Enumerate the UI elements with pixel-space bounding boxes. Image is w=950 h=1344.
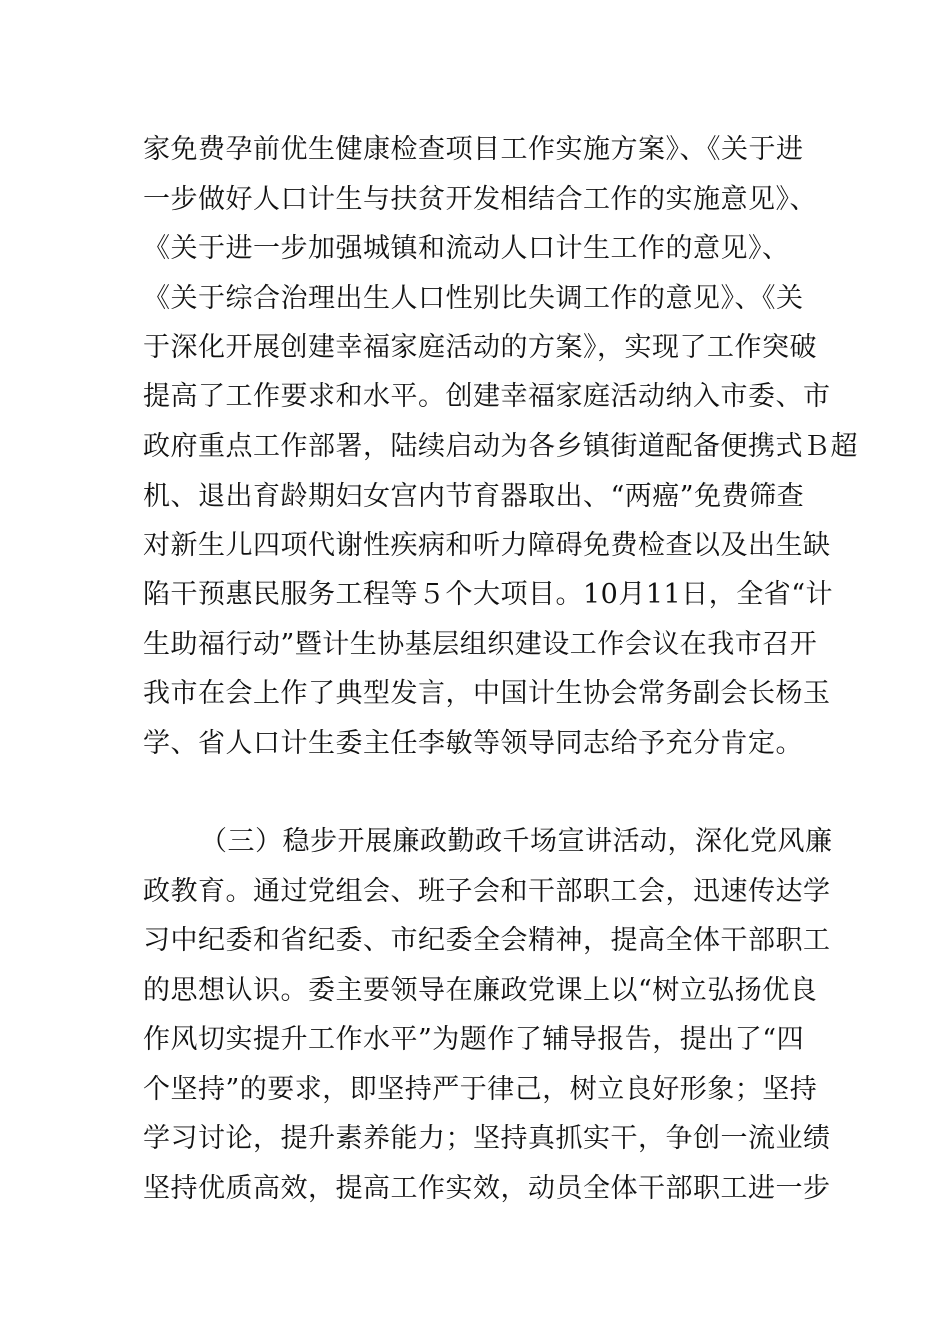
text-line: 家免费孕前优生健康检查项目工作实施方案》、《关于进: [143, 134, 804, 165]
text-line: 学习讨论，提升素养能力；坚持真抓实干，争创一流业绩: [143, 1123, 831, 1154]
text-line: 于深化开展创建幸福家庭活动的方案》，实现了工作突破: [143, 332, 817, 363]
text-line: 习中纪委和省纪委、市纪委全会精神，提高全体干部职工: [143, 925, 831, 956]
text-line: 个坚持”的要求，即坚持严于律己，树立良好形象；坚持: [143, 1074, 818, 1105]
text-line: 《关于进一步加强城镇和流动人口计生工作的意见》、: [143, 233, 790, 264]
text-line: 我市在会上作了典型发言，中国计生协会常务副会长杨玉: [143, 678, 831, 709]
text-line: （三）稳步开展廉政勤政千场宣讲活动，深化党风廉: [200, 826, 833, 857]
text-line: 对新生儿四项代谢性疾病和听力障碍免费检查以及出生缺: [143, 530, 831, 561]
text-line: 学、省人口计生委主任李敏等领导同志给予充分肯定。: [143, 728, 803, 759]
text-line: 的思想认识。委主要领导在廉政党课上以“树立弘扬优良: [143, 975, 818, 1006]
text-line: 政教育。通过党组会、班子会和干部职工会，迅速传达学: [143, 876, 831, 907]
text-line: 坚持优质高效，提高工作实效，动员全体干部职工进一步: [143, 1173, 831, 1204]
text-line: 作风切实提升工作水平”为题作了辅导报告，提出了“四: [143, 1024, 805, 1055]
text-line: 生助福行动”暨计生协基层组织建设工作会议在我市召开: [143, 629, 818, 660]
text-line: 一步做好人口计生与扶贫开发相结合工作的实施意见》、: [143, 184, 817, 215]
text-line: 机、退出育龄期妇女宫内节育器取出、“两癌”免费筛查: [143, 481, 805, 512]
text-line: 提高了工作要求和水平。创建幸福家庭活动纳入市委、市: [143, 381, 831, 412]
text-line: 《关于综合治理出生人口性别比失调工作的意见》、《关: [143, 283, 804, 314]
text-line: 陷干预惠民服务工程等５个大项目。10月11日，全省“计: [143, 579, 834, 610]
text-line: 政府重点工作部署，陆续启动为各乡镇街道配备便携式Ｂ超: [143, 431, 858, 462]
